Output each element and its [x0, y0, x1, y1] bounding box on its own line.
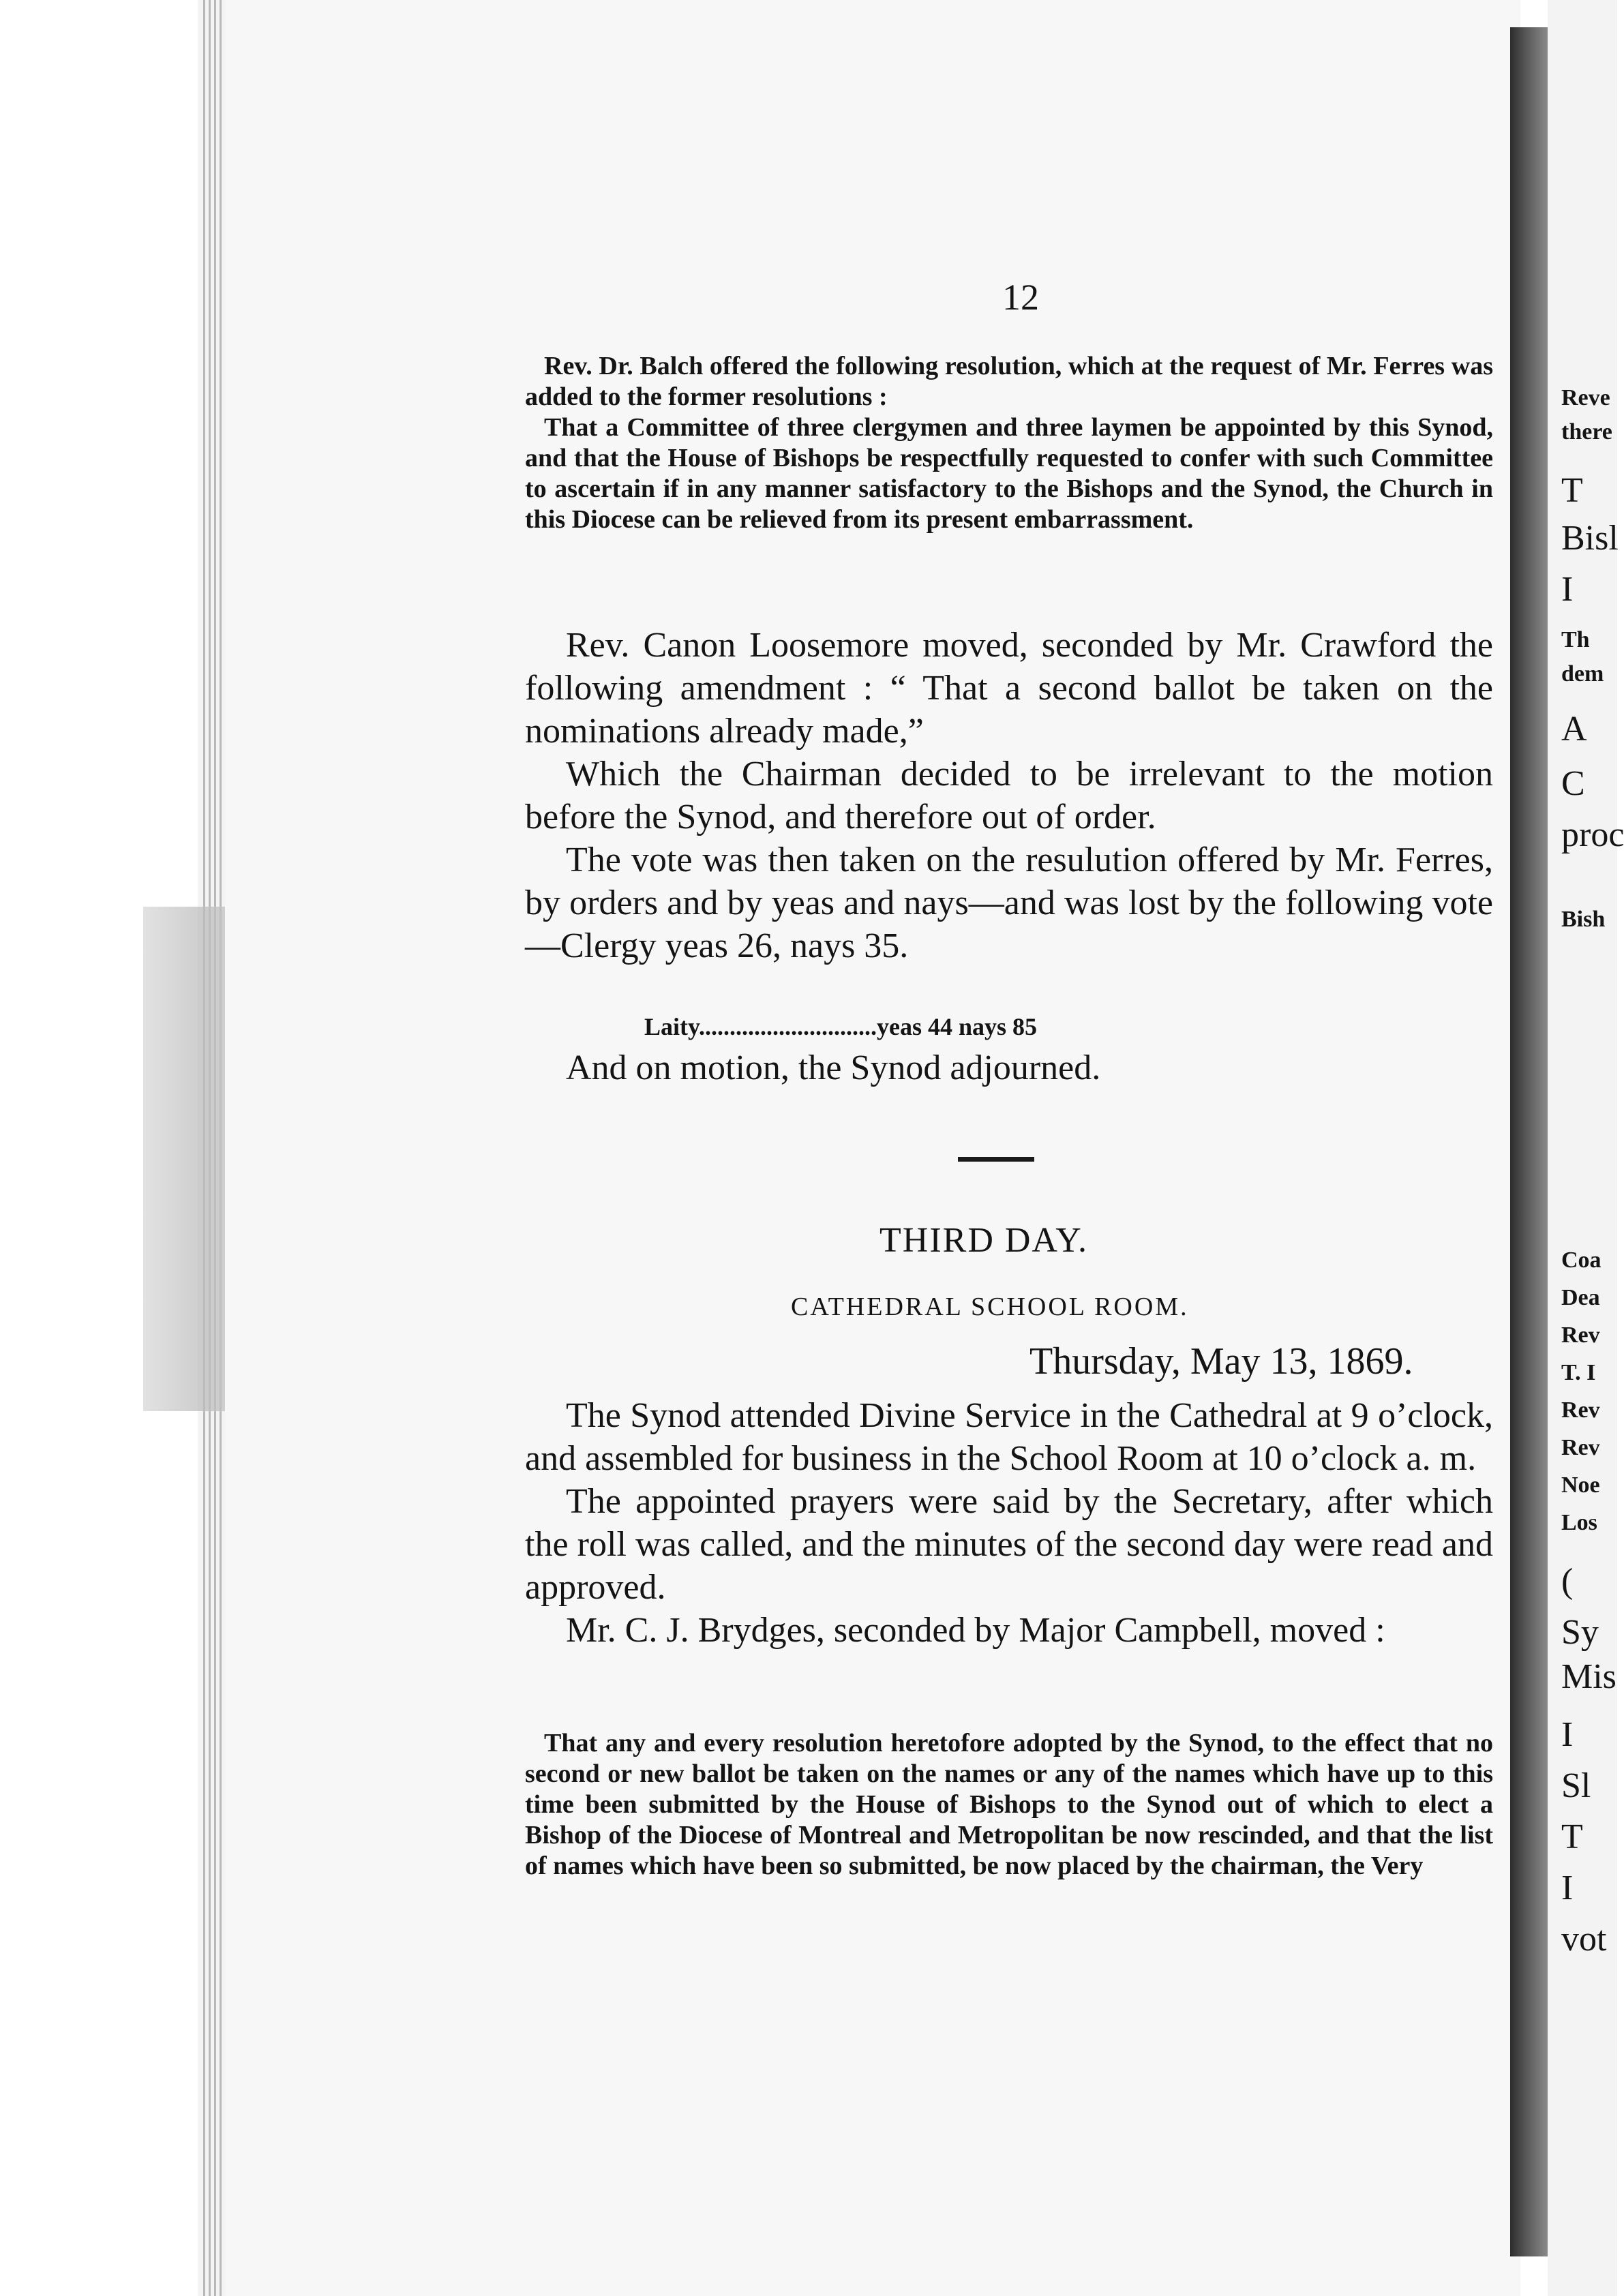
section-divider	[958, 1157, 1034, 1162]
next-page-fragment: Mis	[1561, 1657, 1617, 1696]
next-page-fragment: Noe	[1561, 1472, 1600, 1498]
next-page-fragment: Rev	[1561, 1435, 1600, 1460]
brydges-resolution: That any and every resolution heretofore adopted by the Synod, to the effect that no second or new ballot be taken on the names or any of the names which have up to this time been submitted by the House of Bishops to the Synod out of which to elect a Bishop of the Diocese of Montreal and Metropolitan be now rescinded, and that the list of names which have been so submitted, be now placed by the chairman, the Very	[525, 1729, 1493, 1880]
balch-resolution: That a Committee of three clergymen and three laymen be appointed by this Synod, and that the House of Bishops be respectfully requested to confer with such Committee to ascertain if in any manner satisfactory to the Bishops and the Synod, the Church in this Diocese can be relieved from its present embarrassment.	[525, 413, 1493, 534]
next-page-fragment: I	[1561, 1869, 1574, 1907]
book-gutter	[1510, 27, 1548, 2256]
next-page-fragment: Bisl	[1561, 519, 1619, 558]
next-page-fragment: Dea	[1561, 1285, 1600, 1310]
next-page-fragment: Sy	[1561, 1613, 1599, 1652]
next-page-fragment: Los	[1561, 1510, 1597, 1535]
next-page-fragment: Coa	[1561, 1248, 1602, 1273]
next-page-fragment: Reve	[1561, 385, 1610, 410]
next-page-fragment: A	[1561, 710, 1587, 749]
balch-motion-block	[525, 351, 1493, 535]
proceedings-block	[525, 624, 1493, 967]
vote-result: The vote was then taken on the resulution offered by Mr. Ferres, by orders and by yeas and nays—and was lost by the following vote—Clergy yeas 26, nays 35.	[525, 841, 1493, 965]
prayers-paragraph: The appointed prayers were said by the Secretary, after which the roll was called, and the minutes of the second day were read and approved.	[525, 1482, 1493, 1607]
third-day-heading: THIRD DAY.	[879, 1221, 1089, 1260]
next-page-fragment: there	[1561, 419, 1612, 444]
next-page-fragment: Sl	[1561, 1766, 1591, 1805]
brydges-resolution-block	[525, 1728, 1493, 1882]
chairman-ruling: Which the Chairman decided to be irrelevant to the motion before the Synod, and therefore out of order.	[525, 755, 1493, 836]
adjournment: And on motion, the Synod adjourned.	[566, 1048, 1101, 1087]
next-page-fragment: (	[1561, 1562, 1574, 1601]
next-page-fragment: proc	[1561, 815, 1624, 854]
loosemore-motion: Rev. Canon Loosemore moved, seconded by Mr. Crawford the following amendment : “ That a second ballot be taken on the nominations already made,”	[525, 626, 1493, 751]
service-paragraph: The Synod attended Divine Service in the Cathedral at 9 o’clock, and assembled for business in the School Room at 10 o’clock a. m.	[525, 1396, 1493, 1478]
next-page-fragment: Rev	[1561, 1398, 1600, 1423]
next-page-fragment: Bish	[1561, 907, 1606, 932]
adjournment-block	[525, 1046, 1493, 1089]
next-page-edge	[1548, 0, 1624, 2296]
dateline: Thursday, May 13, 1869.	[1029, 1340, 1413, 1383]
next-page-fragment: I	[1561, 1715, 1574, 1754]
next-page-fragment: C	[1561, 764, 1585, 803]
next-page-fragment: T	[1561, 471, 1583, 510]
next-page-fragment: T. I	[1561, 1360, 1596, 1385]
next-page-fragment: Rev	[1561, 1323, 1600, 1348]
next-page-fragment: Th	[1561, 627, 1590, 652]
third-day-block	[525, 1394, 1493, 1652]
page	[225, 0, 1520, 2296]
balch-motion: Rev. Dr. Balch offered the following resolution, which at the request of Mr. Ferres was added to the former resolutions :	[525, 352, 1493, 411]
next-page-fragment: T	[1561, 1817, 1583, 1856]
next-page-fragment: vot	[1561, 1920, 1607, 1959]
location-heading: CATHEDRAL SCHOOL ROOM.	[791, 1293, 1189, 1321]
page-number: 12	[1002, 277, 1039, 318]
next-page-fragment: dem	[1561, 661, 1604, 686]
next-page-fragment: I	[1561, 570, 1574, 609]
brydges-motion: Mr. C. J. Brydges, seconded by Major Campbell, moved :	[566, 1611, 1385, 1650]
laity-vote: Laity.............................yeas 44 nays 85	[644, 1013, 1038, 1040]
